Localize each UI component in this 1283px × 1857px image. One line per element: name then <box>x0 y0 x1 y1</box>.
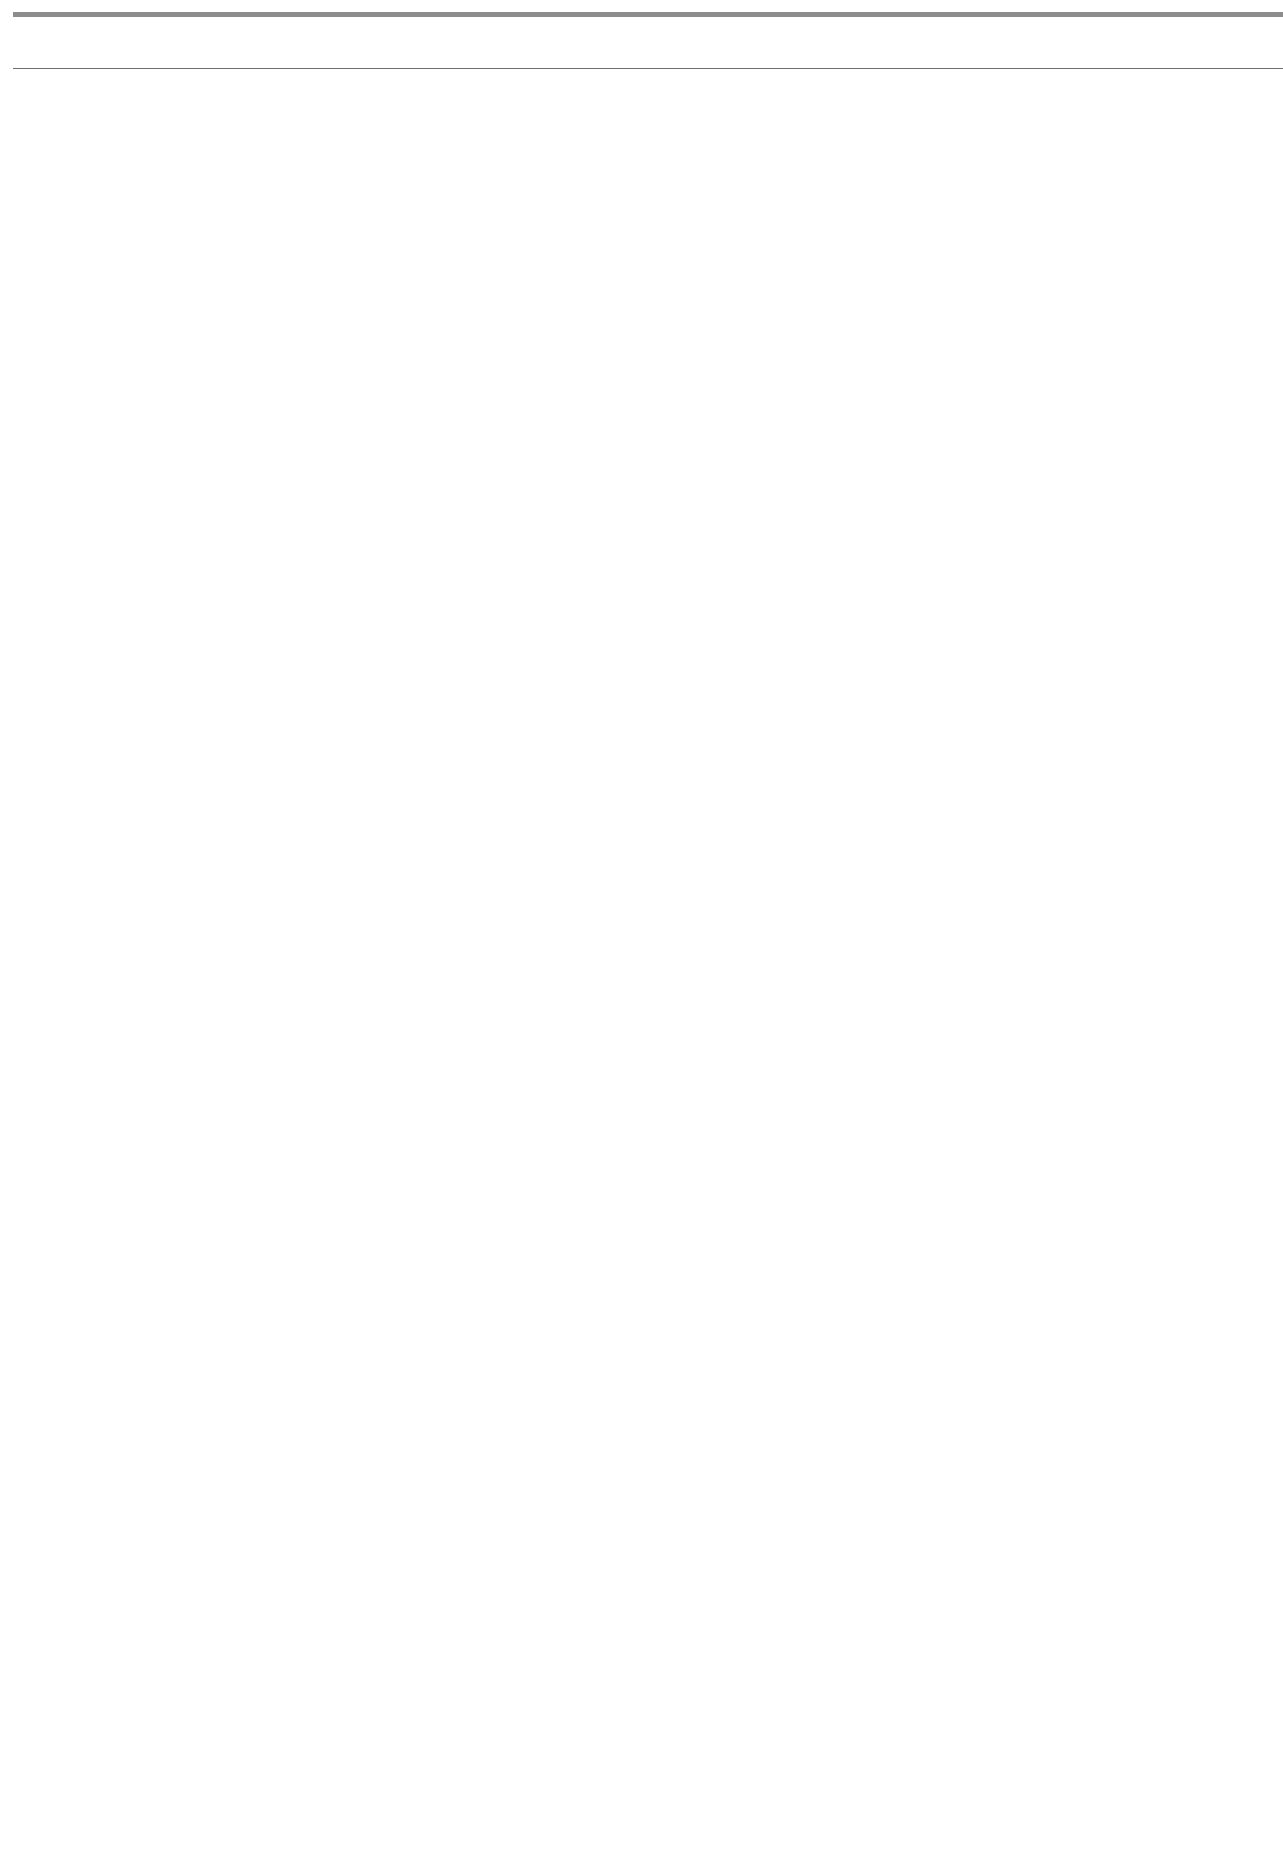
header-tipos <box>829 17 1148 69</box>
header-codigo <box>13 17 214 69</box>
header-produto <box>214 17 417 69</box>
header-corrente <box>1148 17 1283 69</box>
header-descricao <box>417 17 829 69</box>
